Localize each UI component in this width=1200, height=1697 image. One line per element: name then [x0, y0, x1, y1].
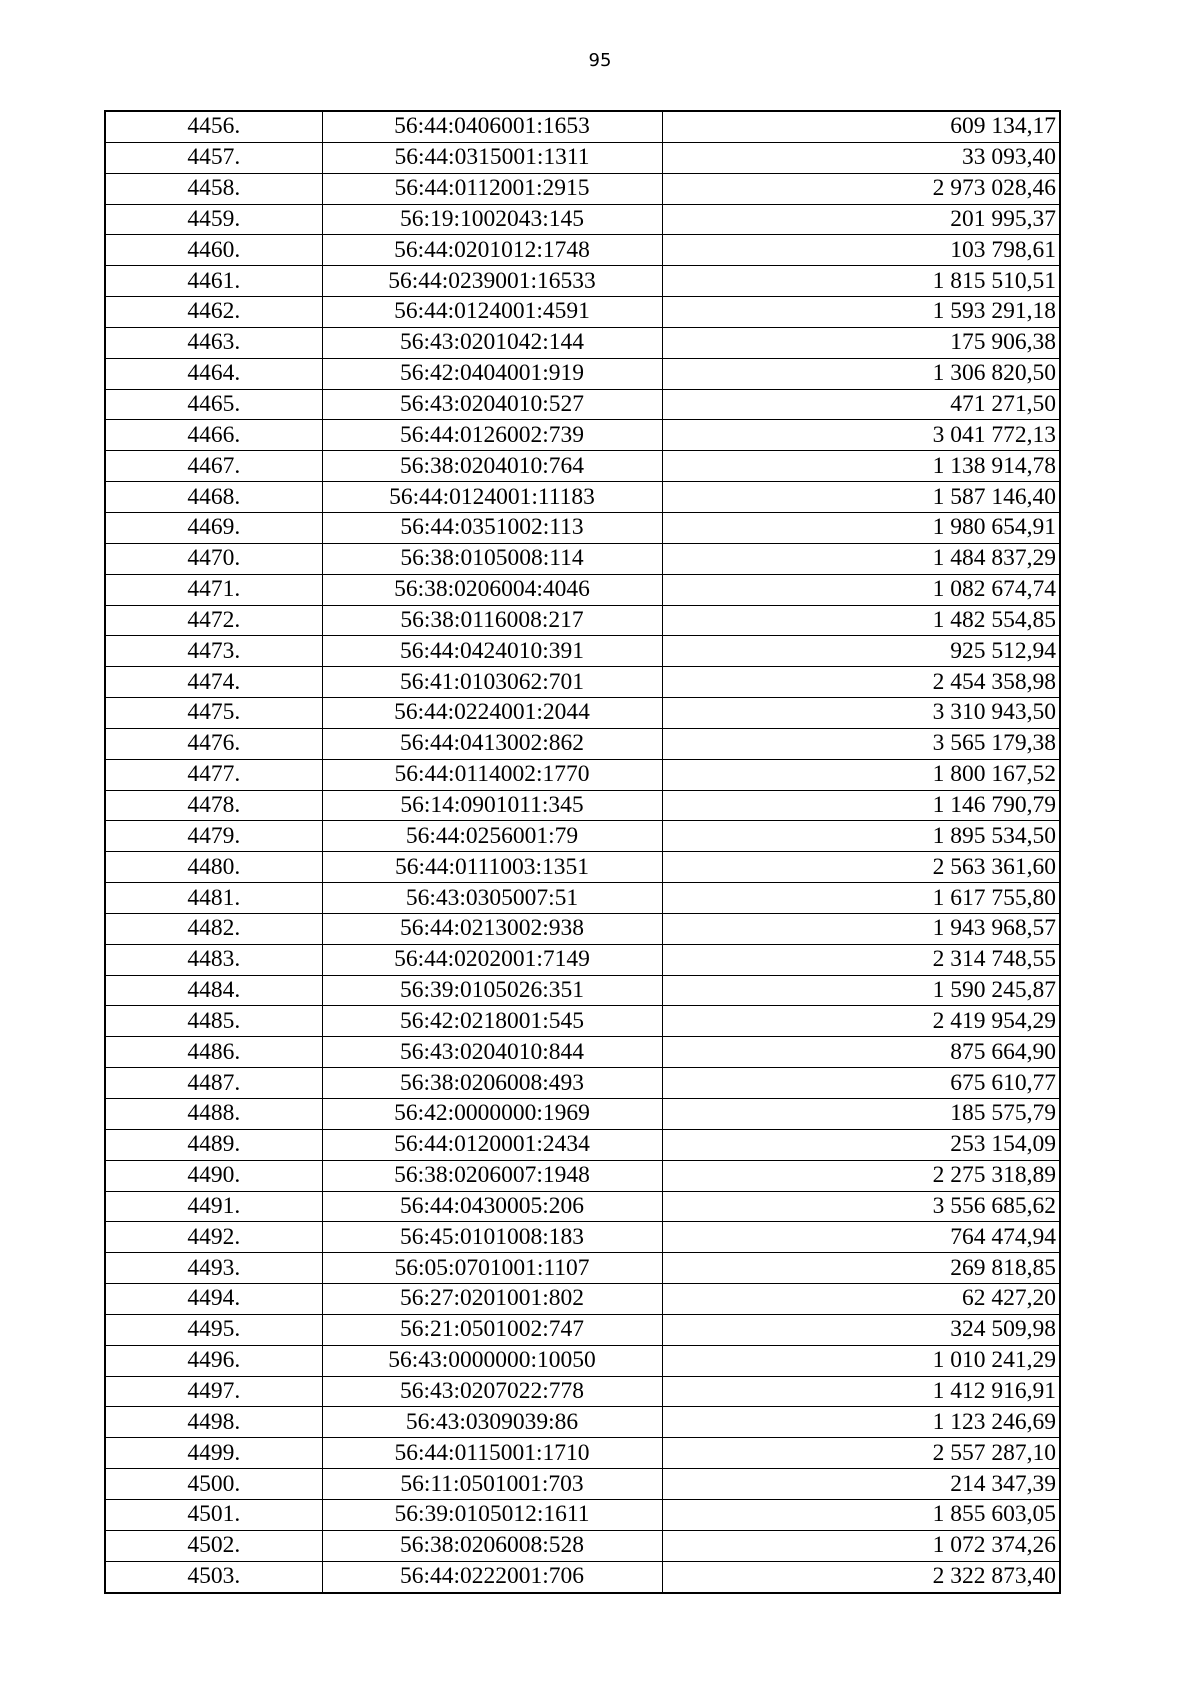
value-cell: 62 427,20 [662, 1284, 1060, 1315]
table-row [105, 173, 1060, 204]
row-number-cell: 4477. [105, 759, 322, 790]
cadastral-number-cell: 56:44:0224001:2044 [322, 698, 662, 729]
value-cell: 1 482 554,85 [662, 605, 1060, 636]
value-cell: 2 563 361,60 [662, 852, 1060, 883]
row-number-cell: 4494. [105, 1284, 322, 1315]
value-cell: 1 590 245,87 [662, 975, 1060, 1006]
table-row [105, 111, 1060, 142]
value-cell: 675 610,77 [662, 1068, 1060, 1099]
table-row [105, 821, 1060, 852]
cadastral-number-cell: 56:27:0201001:802 [322, 1284, 662, 1315]
row-number-cell: 4484. [105, 975, 322, 1006]
value-cell: 3 310 943,50 [662, 698, 1060, 729]
row-number-cell: 4499. [105, 1438, 322, 1469]
table-row [105, 1068, 1060, 1099]
value-cell: 103 798,61 [662, 235, 1060, 266]
row-number-cell: 4486. [105, 1037, 322, 1068]
table-row [105, 543, 1060, 574]
value-cell: 1 587 146,40 [662, 482, 1060, 513]
row-number-cell: 4498. [105, 1407, 322, 1438]
value-cell: 2 419 954,29 [662, 1006, 1060, 1037]
value-cell: 2 454 358,98 [662, 667, 1060, 698]
value-cell: 1 815 510,51 [662, 266, 1060, 297]
cadastral-number-cell: 56:44:0202001:7149 [322, 944, 662, 975]
cadastral-number-cell: 56:39:0105026:351 [322, 975, 662, 1006]
value-cell: 3 041 772,13 [662, 420, 1060, 451]
value-cell: 471 271,50 [662, 389, 1060, 420]
value-cell: 185 575,79 [662, 1099, 1060, 1130]
row-number-cell: 4469. [105, 512, 322, 543]
cadastral-number-cell: 56:42:0000000:1969 [322, 1099, 662, 1130]
cadastral-number-cell: 56:44:0413002:862 [322, 728, 662, 759]
row-number-cell: 4461. [105, 266, 322, 297]
value-cell: 2 973 028,46 [662, 173, 1060, 204]
table-row [105, 913, 1060, 944]
value-cell: 3 565 179,38 [662, 728, 1060, 759]
row-number-cell: 4464. [105, 358, 322, 389]
table-row [105, 883, 1060, 914]
cadastral-number-cell: 56:43:0201042:144 [322, 327, 662, 358]
cadastral-number-cell: 56:43:0000000:10050 [322, 1345, 662, 1376]
table-row [105, 1314, 1060, 1345]
row-number-cell: 4457. [105, 142, 322, 173]
value-cell: 175 906,38 [662, 327, 1060, 358]
value-cell: 764 474,94 [662, 1222, 1060, 1253]
cadastral-number-cell: 56:45:0101008:183 [322, 1222, 662, 1253]
row-number-cell: 4478. [105, 790, 322, 821]
table-row [105, 1099, 1060, 1130]
row-number-cell: 4485. [105, 1006, 322, 1037]
value-cell: 2 275 318,89 [662, 1160, 1060, 1191]
cadastral-number-cell: 56:43:0207022:778 [322, 1376, 662, 1407]
value-cell: 1 082 674,74 [662, 574, 1060, 605]
cadastral-number-cell: 56:44:0256001:79 [322, 821, 662, 852]
row-number-cell: 4458. [105, 173, 322, 204]
table-row [105, 358, 1060, 389]
table-row [105, 1284, 1060, 1315]
row-number-cell: 4487. [105, 1068, 322, 1099]
table-row [105, 1561, 1060, 1592]
row-number-cell: 4470. [105, 543, 322, 574]
row-number-cell: 4490. [105, 1160, 322, 1191]
value-cell: 2 557 287,10 [662, 1438, 1060, 1469]
value-cell: 1 306 820,50 [662, 358, 1060, 389]
table-row [105, 512, 1060, 543]
value-cell: 324 509,98 [662, 1314, 1060, 1345]
value-cell: 1 412 916,91 [662, 1376, 1060, 1407]
row-number-cell: 4471. [105, 574, 322, 605]
table-row [105, 204, 1060, 235]
table-row [105, 1469, 1060, 1500]
value-cell: 3 556 685,62 [662, 1191, 1060, 1222]
page-number: 95 [588, 50, 612, 71]
value-cell: 875 664,90 [662, 1037, 1060, 1068]
cadastral-number-cell: 56:21:0501002:747 [322, 1314, 662, 1345]
cadastral-number-cell: 56:39:0105012:1611 [322, 1499, 662, 1530]
cadastral-number-cell: 56:44:0124001:11183 [322, 482, 662, 513]
row-number-cell: 4472. [105, 605, 322, 636]
table-row [105, 636, 1060, 667]
table-row [105, 1037, 1060, 1068]
row-number-cell: 4482. [105, 913, 322, 944]
value-cell: 1 010 241,29 [662, 1345, 1060, 1376]
value-cell: 1 072 374,26 [662, 1530, 1060, 1561]
value-cell: 1 138 914,78 [662, 451, 1060, 482]
row-number-cell: 4479. [105, 821, 322, 852]
table-row [105, 728, 1060, 759]
row-number-cell: 4476. [105, 728, 322, 759]
row-number-cell: 4462. [105, 297, 322, 328]
table-row [105, 790, 1060, 821]
cadastral-number-cell: 56:42:0404001:919 [322, 358, 662, 389]
cadastral-number-cell: 56:44:0111003:1351 [322, 852, 662, 883]
value-cell: 1 593 291,18 [662, 297, 1060, 328]
table-row [105, 1376, 1060, 1407]
table-row [105, 852, 1060, 883]
row-number-cell: 4474. [105, 667, 322, 698]
row-number-cell: 4488. [105, 1099, 322, 1130]
row-number-cell: 4502. [105, 1530, 322, 1561]
table-body [105, 111, 1060, 1593]
cadastral-number-cell: 56:44:0126002:739 [322, 420, 662, 451]
cadastral-number-cell: 56:43:0204010:527 [322, 389, 662, 420]
value-cell: 269 818,85 [662, 1253, 1060, 1284]
table-row [105, 327, 1060, 358]
cadastral-number-cell: 56:44:0124001:4591 [322, 297, 662, 328]
table-row [105, 482, 1060, 513]
value-cell: 2 322 873,40 [662, 1561, 1060, 1592]
row-number-cell: 4465. [105, 389, 322, 420]
cadastral-number-cell: 56:19:1002043:145 [322, 204, 662, 235]
row-number-cell: 4493. [105, 1253, 322, 1284]
row-number-cell: 4497. [105, 1376, 322, 1407]
cadastral-number-cell: 56:43:0305007:51 [322, 883, 662, 914]
value-cell: 214 347,39 [662, 1469, 1060, 1500]
cadastral-number-cell: 56:44:0213002:938 [322, 913, 662, 944]
cadastral-number-cell: 56:44:0406001:1653 [322, 111, 662, 142]
value-cell: 1 484 837,29 [662, 543, 1060, 574]
row-number-cell: 4463. [105, 327, 322, 358]
cadastral-number-cell: 56:41:0103062:701 [322, 667, 662, 698]
cadastral-number-cell: 56:44:0222001:706 [322, 1561, 662, 1592]
table-row [105, 1160, 1060, 1191]
value-cell: 201 995,37 [662, 204, 1060, 235]
row-number-cell: 4481. [105, 883, 322, 914]
table-row [105, 975, 1060, 1006]
row-number-cell: 4492. [105, 1222, 322, 1253]
cadastral-number-cell: 56:43:0204010:844 [322, 1037, 662, 1068]
row-number-cell: 4483. [105, 944, 322, 975]
table-row [105, 1345, 1060, 1376]
row-number-cell: 4496. [105, 1345, 322, 1376]
row-number-cell: 4491. [105, 1191, 322, 1222]
value-cell: 33 093,40 [662, 142, 1060, 173]
table-row [105, 266, 1060, 297]
row-number-cell: 4468. [105, 482, 322, 513]
cadastral-number-cell: 56:11:0501001:703 [322, 1469, 662, 1500]
cadastral-number-cell: 56:38:0116008:217 [322, 605, 662, 636]
value-cell: 2 314 748,55 [662, 944, 1060, 975]
row-number-cell: 4473. [105, 636, 322, 667]
table-row [105, 1129, 1060, 1160]
table-row [105, 698, 1060, 729]
row-number-cell: 4456. [105, 111, 322, 142]
cadastral-number-cell: 56:43:0309039:86 [322, 1407, 662, 1438]
value-cell: 1 980 654,91 [662, 512, 1060, 543]
table-row [105, 297, 1060, 328]
row-number-cell: 4489. [105, 1129, 322, 1160]
value-cell: 1 943 968,57 [662, 913, 1060, 944]
cadastral-number-cell: 56:38:0204010:764 [322, 451, 662, 482]
table-row [105, 944, 1060, 975]
value-cell: 1 617 755,80 [662, 883, 1060, 914]
row-number-cell: 4480. [105, 852, 322, 883]
value-cell: 609 134,17 [662, 111, 1060, 142]
cadastral-number-cell: 56:38:0206008:493 [322, 1068, 662, 1099]
row-number-cell: 4500. [105, 1469, 322, 1500]
cadastral-number-cell: 56:38:0206007:1948 [322, 1160, 662, 1191]
table-row [105, 605, 1060, 636]
value-cell: 1 146 790,79 [662, 790, 1060, 821]
cadastral-number-cell: 56:44:0430005:206 [322, 1191, 662, 1222]
table-row [105, 235, 1060, 266]
table-row [105, 142, 1060, 173]
table-row [105, 1499, 1060, 1530]
row-number-cell: 4475. [105, 698, 322, 729]
cadastral-table [104, 110, 1061, 1594]
value-cell: 1 895 534,50 [662, 821, 1060, 852]
row-number-cell: 4467. [105, 451, 322, 482]
table-row [105, 1407, 1060, 1438]
table-row [105, 1006, 1060, 1037]
table-row [105, 389, 1060, 420]
table-row [105, 451, 1060, 482]
cadastral-number-cell: 56:44:0112001:2915 [322, 173, 662, 204]
table-row [105, 574, 1060, 605]
cadastral-number-cell: 56:44:0351002:113 [322, 512, 662, 543]
cadastral-number-cell: 56:38:0206008:528 [322, 1530, 662, 1561]
table-row [105, 1253, 1060, 1284]
table-row [105, 1191, 1060, 1222]
cadastral-number-cell: 56:44:0201012:1748 [322, 235, 662, 266]
cadastral-number-cell: 56:44:0115001:1710 [322, 1438, 662, 1469]
cadastral-number-cell: 56:05:0701001:1107 [322, 1253, 662, 1284]
value-cell: 253 154,09 [662, 1129, 1060, 1160]
value-cell: 1 855 603,05 [662, 1499, 1060, 1530]
row-number-cell: 4459. [105, 204, 322, 235]
cadastral-number-cell: 56:44:0114002:1770 [322, 759, 662, 790]
table-row [105, 1530, 1060, 1561]
table-row [105, 1222, 1060, 1253]
table-row [105, 667, 1060, 698]
value-cell: 1 123 246,69 [662, 1407, 1060, 1438]
cadastral-number-cell: 56:14:0901011:345 [322, 790, 662, 821]
row-number-cell: 4466. [105, 420, 322, 451]
table-row [105, 1438, 1060, 1469]
value-cell: 1 800 167,52 [662, 759, 1060, 790]
row-number-cell: 4501. [105, 1499, 322, 1530]
cadastral-number-cell: 56:44:0120001:2434 [322, 1129, 662, 1160]
cadastral-number-cell: 56:44:0424010:391 [322, 636, 662, 667]
cadastral-number-cell: 56:42:0218001:545 [322, 1006, 662, 1037]
row-number-cell: 4495. [105, 1314, 322, 1345]
cadastral-number-cell: 56:44:0239001:16533 [322, 266, 662, 297]
table-row [105, 420, 1060, 451]
row-number-cell: 4503. [105, 1561, 322, 1592]
row-number-cell: 4460. [105, 235, 322, 266]
table-row [105, 759, 1060, 790]
cadastral-number-cell: 56:44:0315001:1311 [322, 142, 662, 173]
value-cell: 925 512,94 [662, 636, 1060, 667]
cadastral-number-cell: 56:38:0206004:4046 [322, 574, 662, 605]
cadastral-number-cell: 56:38:0105008:114 [322, 543, 662, 574]
